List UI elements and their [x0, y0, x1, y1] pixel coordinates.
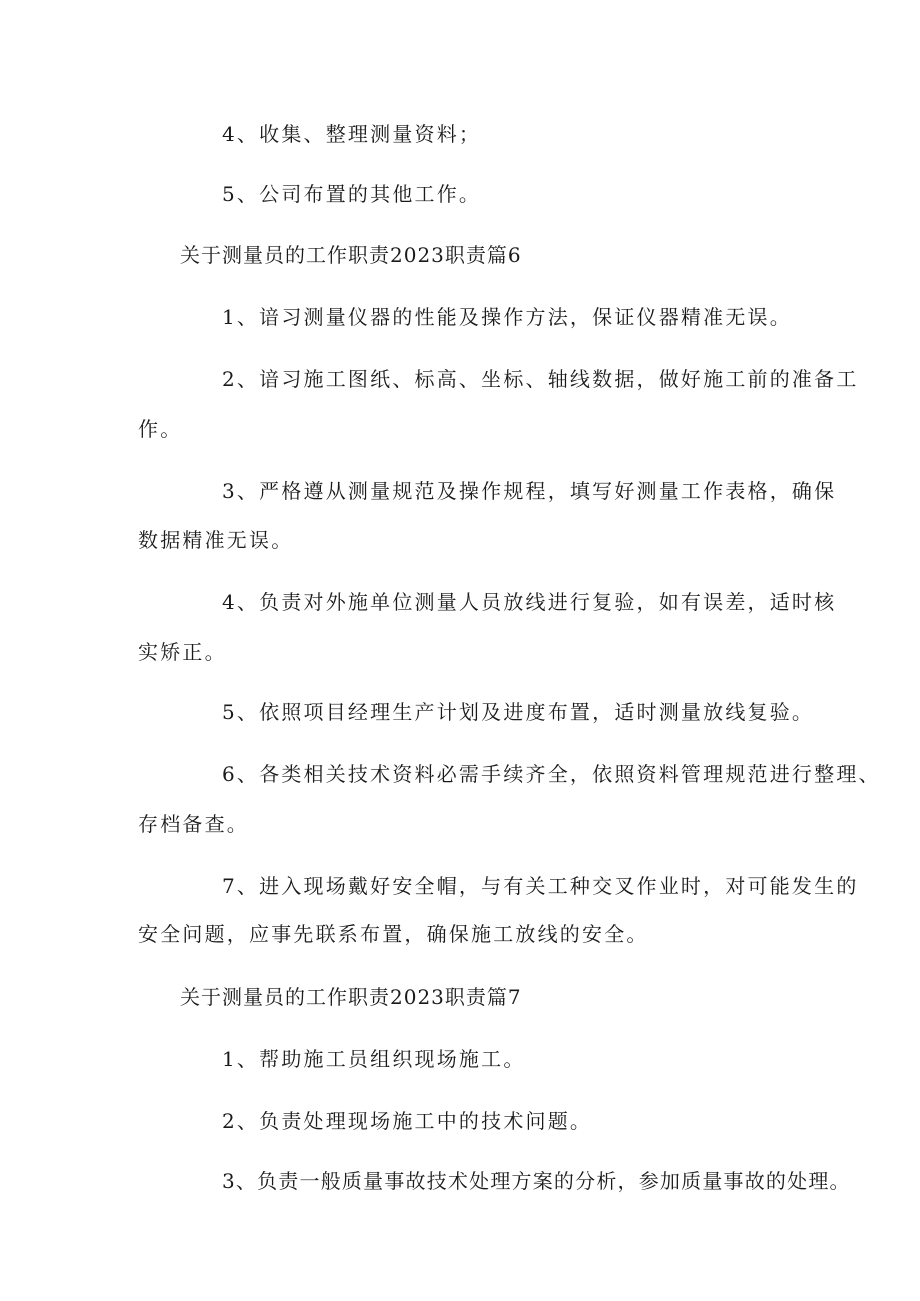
list-item: 2、谙习施工图纸、标高、坐标、轴线数据，做好施工前的准备工	[222, 367, 859, 391]
list-item: 6、各类相关技术资料必需手续齐全，依照资料管理规范进行整理、	[222, 762, 881, 786]
list-item: 7、进入现场戴好安全帽，与有关工种交叉作业时，对可能发生的	[222, 874, 859, 898]
list-item: 3、严格遵从测量规范及操作规程，填写好测量工作表格，确保	[222, 479, 837, 503]
list-item: 4、收集、整理测量资料；	[222, 122, 482, 146]
section-heading: 关于测量员的工作职责2023职责篇7	[180, 985, 522, 1009]
list-item: 1、帮助施工员组织现场施工。	[222, 1047, 526, 1071]
list-item-continuation: 安全问题，应事先联系布置，确保施工放线的安全。	[138, 922, 649, 946]
list-item-continuation: 作。	[138, 417, 183, 441]
list-item: 1、谙习测量仪器的性能及操作方法，保证仪器精准无误。	[222, 305, 792, 329]
list-item: 5、公司布置的其他工作。	[222, 182, 482, 206]
list-item: 5、依照项目经理生产计划及进度布置，适时测量放线复验。	[222, 700, 815, 724]
list-item-continuation: 数据精准无误。	[138, 528, 294, 552]
list-item: 3、负责一般质量事故技术处理方案的分析，参加质量事故的处理。	[222, 1169, 851, 1193]
list-item: 4、负责对外施单位测量人员放线进行复验，如有误差，适时核	[222, 590, 837, 614]
list-item: 2、负责处理现场施工中的技术问题。	[222, 1109, 593, 1133]
list-item-continuation: 实矫正。	[138, 640, 227, 664]
list-item-continuation: 存档备查。	[138, 812, 249, 836]
section-heading: 关于测量员的工作职责2023职责篇6	[180, 243, 522, 267]
